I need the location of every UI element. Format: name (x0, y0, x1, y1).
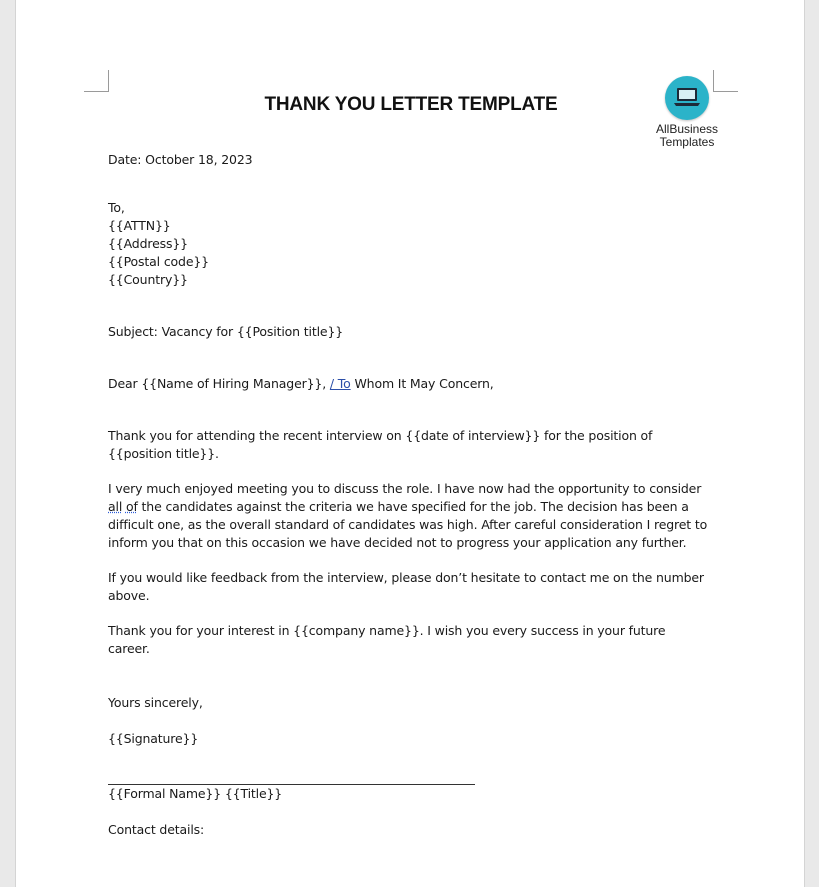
allbusiness-logo (647, 76, 727, 149)
salutation-prefix: Dear {{Name of Hiring Manager}}, (108, 376, 330, 391)
address-postal: {{Postal code}} (108, 254, 209, 269)
crop-mark-top-left (84, 70, 109, 92)
paragraph-thanks: Thank you for your interest in {{company name}}. I wish you every success in your future career. (108, 623, 666, 656)
address-to: To, (108, 200, 125, 215)
salutation (108, 375, 708, 393)
formal-name: {{Formal Name}} {{Title}} (108, 786, 283, 801)
contact-details: Contact details: (108, 822, 205, 837)
logo-text-line1: AllBusiness (655, 122, 719, 136)
grammar-flag-all[interactable]: all (108, 499, 123, 514)
address-line: {{Address}} (108, 236, 188, 251)
subject-line: Subject: Vacancy for {{Position title}} (108, 324, 344, 339)
salutation-link[interactable]: / To (329, 376, 351, 391)
date-line: Date: October 18, 2023 (108, 152, 253, 167)
laptop-icon (665, 76, 709, 120)
paragraph-decision-part2: the candidates against the criteria we have specified for the job. The decision has been a difficult one, as the overall standard of candidates was high. After careful consideration I regret to inform you that on this occasion we have decided not to progress your application any further. (108, 499, 708, 550)
letter-body (108, 151, 708, 839)
address-attn: {{ATTN}} (108, 218, 171, 233)
paragraph-decision-part1: I very much enjoyed meeting you to discuss the role. I have now had the opportunity to consider (108, 481, 702, 496)
document-title: THANK YOU LETTER TEMPLATE (264, 94, 558, 115)
logo-text-line2: Templates (659, 135, 715, 149)
paragraph-interview: Thank you for attending the recent interview on {{date of interview}} for the position of {{position title}}. (108, 428, 653, 461)
document-page (15, 0, 805, 887)
salutation-suffix: Whom It May Concern, (350, 376, 494, 391)
grammar-flag-of[interactable]: of (125, 499, 138, 514)
paragraph-decision (108, 480, 708, 552)
address-country: {{Country}} (108, 272, 188, 287)
closing: Yours sincerely, (108, 695, 203, 710)
paragraph-feedback: If you would like feedback from the interview, please don’t hesitate to contact me on the number above. (108, 570, 704, 603)
signature-placeholder: {{Signature}} (108, 731, 199, 746)
logo-text (647, 123, 727, 149)
